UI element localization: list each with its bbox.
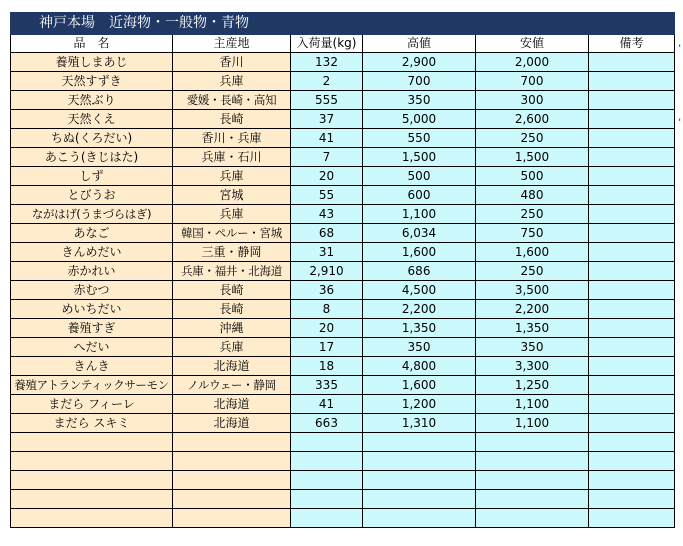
quantity-cell[interactable]: 2 xyxy=(291,72,363,91)
remarks-cell[interactable] xyxy=(589,319,675,338)
item-name-cell[interactable]: とびうお xyxy=(11,186,173,205)
origin-cell[interactable]: 長崎 xyxy=(173,110,291,129)
remarks-cell[interactable] xyxy=(589,129,675,148)
quantity-cell[interactable]: 2,910 xyxy=(291,262,363,281)
table-row xyxy=(11,148,675,167)
header-high-price[interactable]: 高値 xyxy=(363,35,476,53)
quantity-cell[interactable]: 335 xyxy=(291,376,363,395)
table-row xyxy=(11,319,675,338)
high-price-cell[interactable]: 1,100 xyxy=(363,205,476,224)
origin-cell[interactable] xyxy=(173,509,291,528)
remarks-cell[interactable] xyxy=(589,205,675,224)
item-name-cell[interactable]: まだら フィーレ xyxy=(11,395,173,414)
high-price-cell[interactable] xyxy=(363,471,476,490)
low-price-cell[interactable] xyxy=(476,433,589,452)
quantity-cell[interactable] xyxy=(291,433,363,452)
remarks-cell[interactable] xyxy=(589,262,675,281)
low-price-cell[interactable]: 1,250 xyxy=(476,376,589,395)
remarks-cell[interactable] xyxy=(589,167,675,186)
origin-cell[interactable]: 兵庫・石川 xyxy=(173,148,291,167)
high-price-cell[interactable]: 550 xyxy=(363,129,476,148)
table-row xyxy=(11,243,675,262)
item-name-cell[interactable]: 養殖しまあじ xyxy=(11,53,173,72)
quantity-cell[interactable]: 20 xyxy=(291,167,363,186)
remarks-cell[interactable] xyxy=(589,148,675,167)
low-price-cell[interactable]: 300 xyxy=(476,91,589,110)
table-row xyxy=(11,376,675,395)
low-price-cell[interactable]: 700 xyxy=(476,72,589,91)
quantity-cell[interactable]: 18 xyxy=(291,357,363,376)
low-price-cell[interactable]: 1,600 xyxy=(476,243,589,262)
quantity-cell[interactable] xyxy=(291,490,363,509)
table-row xyxy=(11,281,675,300)
item-name-cell[interactable]: ちぬ(くろだい) xyxy=(11,129,173,148)
origin-cell[interactable]: 北海道 xyxy=(173,414,291,433)
low-price-cell[interactable]: 1,100 xyxy=(476,395,589,414)
table-row xyxy=(11,167,675,186)
origin-cell[interactable] xyxy=(173,433,291,452)
item-name-cell[interactable]: しず xyxy=(11,167,173,186)
quantity-cell[interactable]: 55 xyxy=(291,186,363,205)
origin-cell[interactable]: 長崎 xyxy=(173,281,291,300)
table-row xyxy=(11,452,675,471)
quantity-cell[interactable]: 37 xyxy=(291,110,363,129)
quantity-cell[interactable]: 68 xyxy=(291,224,363,243)
remarks-cell[interactable] xyxy=(589,452,675,471)
origin-cell[interactable]: 兵庫 xyxy=(173,205,291,224)
table-row xyxy=(11,414,675,433)
remarks-cell[interactable] xyxy=(589,509,675,528)
item-name-cell[interactable]: きんき xyxy=(11,357,173,376)
item-name-cell[interactable] xyxy=(11,471,173,490)
remarks-cell[interactable] xyxy=(589,91,675,110)
origin-cell[interactable] xyxy=(173,452,291,471)
table-row xyxy=(11,395,675,414)
origin-cell[interactable]: 兵庫 xyxy=(173,338,291,357)
origin-cell[interactable] xyxy=(173,490,291,509)
low-price-cell[interactable]: 3,300 xyxy=(476,357,589,376)
item-name-cell[interactable] xyxy=(11,490,173,509)
low-price-cell[interactable]: 500 xyxy=(476,167,589,186)
item-name-cell[interactable]: あなご xyxy=(11,224,173,243)
high-price-cell[interactable] xyxy=(363,509,476,528)
quantity-cell[interactable] xyxy=(291,471,363,490)
edge-mark-top: ' xyxy=(678,44,681,54)
remarks-cell[interactable] xyxy=(589,72,675,91)
low-price-cell[interactable]: 250 xyxy=(476,129,589,148)
item-name-cell[interactable]: 天然すずき xyxy=(11,72,173,91)
origin-cell[interactable]: 愛媛・長崎・高知 xyxy=(173,91,291,110)
header-low-price[interactable]: 安値 xyxy=(476,35,589,53)
edge-mark-bottom: ' xyxy=(678,118,681,128)
remarks-cell[interactable] xyxy=(589,433,675,452)
origin-cell[interactable]: 長崎 xyxy=(173,300,291,319)
item-name-cell[interactable]: へだい xyxy=(11,338,173,357)
item-name-cell[interactable]: ながはげ(うまづらはぎ) xyxy=(11,205,173,224)
high-price-cell[interactable] xyxy=(363,452,476,471)
quantity-cell[interactable]: 555 xyxy=(291,91,363,110)
remarks-cell[interactable] xyxy=(589,395,675,414)
origin-cell[interactable]: 北海道 xyxy=(173,357,291,376)
origin-cell[interactable]: 兵庫 xyxy=(173,72,291,91)
low-price-cell[interactable]: 250 xyxy=(476,205,589,224)
quantity-cell[interactable]: 41 xyxy=(291,129,363,148)
low-price-cell[interactable] xyxy=(476,490,589,509)
low-price-cell[interactable] xyxy=(476,452,589,471)
quantity-cell[interactable]: 43 xyxy=(291,205,363,224)
quantity-cell[interactable]: 663 xyxy=(291,414,363,433)
sheet-title: 神戸本場 近海物・一般物・青物 xyxy=(11,13,675,35)
header-quantity[interactable]: 入荷量(kg) xyxy=(291,35,363,53)
remarks-cell[interactable] xyxy=(589,338,675,357)
table-row xyxy=(11,72,675,91)
origin-cell[interactable] xyxy=(173,471,291,490)
table-row xyxy=(11,205,675,224)
low-price-cell[interactable]: 2,600 xyxy=(476,110,589,129)
low-price-cell[interactable] xyxy=(476,509,589,528)
remarks-cell[interactable] xyxy=(589,243,675,262)
table-row xyxy=(11,471,675,490)
origin-cell[interactable]: 兵庫 xyxy=(173,167,291,186)
item-name-cell[interactable]: あこう(きじはた) xyxy=(11,148,173,167)
low-price-cell[interactable]: 480 xyxy=(476,186,589,205)
quantity-cell[interactable]: 41 xyxy=(291,395,363,414)
remarks-cell[interactable] xyxy=(589,110,675,129)
table-row xyxy=(11,91,675,110)
item-name-cell[interactable]: 天然ぶり xyxy=(11,91,173,110)
high-price-cell[interactable]: 4,800 xyxy=(363,357,476,376)
low-price-cell[interactable]: 1,500 xyxy=(476,148,589,167)
quantity-cell[interactable] xyxy=(291,452,363,471)
high-price-cell[interactable] xyxy=(363,490,476,509)
high-price-cell[interactable]: 1,500 xyxy=(363,148,476,167)
high-price-cell[interactable]: 700 xyxy=(363,72,476,91)
origin-cell[interactable]: 沖縄 xyxy=(173,319,291,338)
market-price-table xyxy=(10,12,675,528)
item-name-cell[interactable]: 天然くえ xyxy=(11,110,173,129)
header-row xyxy=(11,35,675,53)
origin-cell[interactable]: 香川 xyxy=(173,53,291,72)
item-name-cell[interactable]: 養殖すぎ xyxy=(11,319,173,338)
remarks-cell[interactable] xyxy=(589,53,675,72)
item-name-cell[interactable] xyxy=(11,509,173,528)
table-row xyxy=(11,129,675,148)
low-price-cell[interactable]: 250 xyxy=(476,262,589,281)
table-row xyxy=(11,490,675,509)
origin-cell[interactable]: 北海道 xyxy=(173,395,291,414)
remarks-cell[interactable] xyxy=(589,281,675,300)
high-price-cell[interactable]: 1,350 xyxy=(363,319,476,338)
remarks-cell[interactable] xyxy=(589,490,675,509)
low-price-cell[interactable]: 2,200 xyxy=(476,300,589,319)
origin-cell[interactable]: 兵庫・福井・北海道 xyxy=(173,262,291,281)
table-row xyxy=(11,53,675,72)
origin-cell[interactable]: 三重・静岡 xyxy=(173,243,291,262)
remarks-cell[interactable] xyxy=(589,471,675,490)
high-price-cell[interactable]: 1,200 xyxy=(363,395,476,414)
high-price-cell[interactable]: 600 xyxy=(363,186,476,205)
table-row xyxy=(11,357,675,376)
low-price-cell[interactable]: 1,350 xyxy=(476,319,589,338)
table-row xyxy=(11,224,675,243)
remarks-cell[interactable] xyxy=(589,357,675,376)
high-price-cell[interactable]: 350 xyxy=(363,338,476,357)
high-price-cell[interactable]: 686 xyxy=(363,262,476,281)
remarks-cell[interactable] xyxy=(589,376,675,395)
quantity-cell[interactable]: 20 xyxy=(291,319,363,338)
low-price-cell[interactable] xyxy=(476,471,589,490)
origin-cell[interactable]: 香川・兵庫 xyxy=(173,129,291,148)
low-price-cell[interactable]: 2,000 xyxy=(476,53,589,72)
title-row xyxy=(11,13,675,35)
table-row xyxy=(11,186,675,205)
high-price-cell[interactable]: 2,200 xyxy=(363,300,476,319)
quantity-cell[interactable]: 132 xyxy=(291,53,363,72)
quantity-cell[interactable]: 7 xyxy=(291,148,363,167)
item-name-cell[interactable] xyxy=(11,433,173,452)
table-row xyxy=(11,338,675,357)
table-row xyxy=(11,509,675,528)
quantity-cell[interactable]: 17 xyxy=(291,338,363,357)
remarks-cell[interactable] xyxy=(589,224,675,243)
remarks-cell[interactable] xyxy=(589,414,675,433)
high-price-cell[interactable]: 2,900 xyxy=(363,53,476,72)
low-price-cell[interactable]: 3,500 xyxy=(476,281,589,300)
low-price-cell[interactable]: 350 xyxy=(476,338,589,357)
high-price-cell[interactable]: 1,600 xyxy=(363,243,476,262)
quantity-cell[interactable]: 8 xyxy=(291,300,363,319)
quantity-cell[interactable] xyxy=(291,509,363,528)
item-name-cell[interactable]: まだら スキミ xyxy=(11,414,173,433)
table-row xyxy=(11,433,675,452)
item-name-cell[interactable] xyxy=(11,452,173,471)
header-name[interactable]: 品 名 xyxy=(11,35,173,53)
origin-cell[interactable]: 韓国・ペルー・宮城 xyxy=(173,224,291,243)
table-row xyxy=(11,110,675,129)
low-price-cell[interactable]: 1,100 xyxy=(476,414,589,433)
item-name-cell[interactable]: 赤むつ xyxy=(11,281,173,300)
origin-cell[interactable]: ノルウェー・静岡 xyxy=(173,376,291,395)
high-price-cell[interactable]: 1,600 xyxy=(363,376,476,395)
table-row xyxy=(11,300,675,319)
high-price-cell[interactable]: 6,034 xyxy=(363,224,476,243)
remarks-cell[interactable] xyxy=(589,186,675,205)
high-price-cell[interactable]: 5,000 xyxy=(363,110,476,129)
high-price-cell[interactable]: 500 xyxy=(363,167,476,186)
remarks-cell[interactable] xyxy=(589,300,675,319)
item-name-cell[interactable]: 養殖アトランティックサーモン xyxy=(11,376,173,395)
header-remarks[interactable]: 備考 xyxy=(589,35,675,53)
low-price-cell[interactable]: 750 xyxy=(476,224,589,243)
high-price-cell[interactable]: 350 xyxy=(363,91,476,110)
item-name-cell[interactable]: きんめだい xyxy=(11,243,173,262)
header-origin[interactable]: 主産地 xyxy=(173,35,291,53)
high-price-cell[interactable] xyxy=(363,433,476,452)
item-name-cell[interactable]: めいちだい xyxy=(11,300,173,319)
quantity-cell[interactable]: 31 xyxy=(291,243,363,262)
item-name-cell[interactable]: 赤かれい xyxy=(11,262,173,281)
high-price-cell[interactable]: 1,310 xyxy=(363,414,476,433)
quantity-cell[interactable]: 36 xyxy=(291,281,363,300)
table-row xyxy=(11,262,675,281)
high-price-cell[interactable]: 4,500 xyxy=(363,281,476,300)
origin-cell[interactable]: 宮城 xyxy=(173,186,291,205)
